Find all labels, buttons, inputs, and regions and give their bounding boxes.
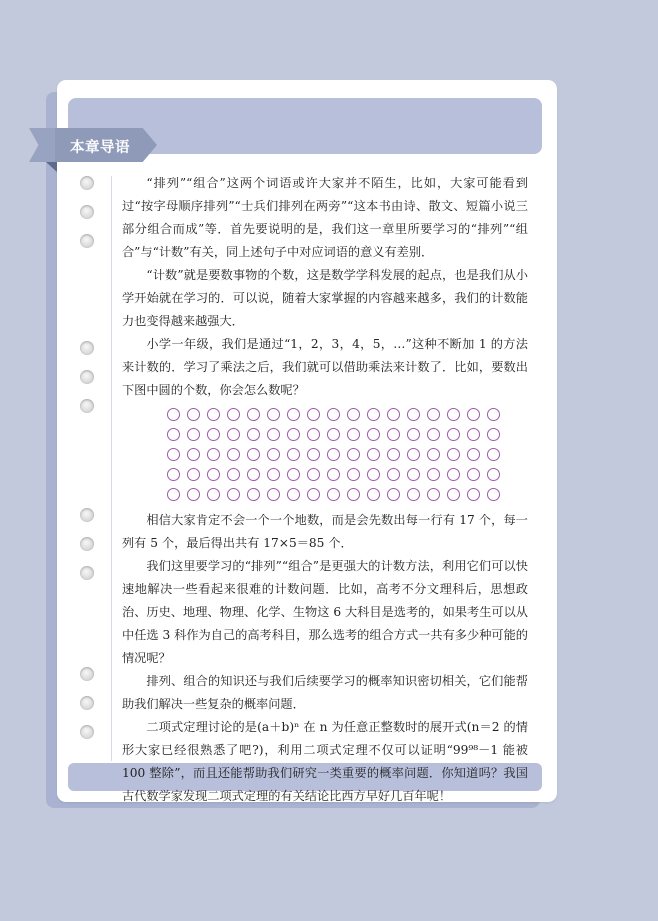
grid-circle xyxy=(207,408,220,421)
grid-circle xyxy=(187,488,200,501)
grid-circle xyxy=(487,488,500,501)
grid-circle xyxy=(247,488,260,501)
grid-circle xyxy=(187,428,200,441)
grid-circle xyxy=(387,488,400,501)
grid-circle xyxy=(267,448,280,461)
grid-circle xyxy=(327,488,340,501)
grid-circle xyxy=(387,468,400,481)
grid-circle xyxy=(447,428,460,441)
grid-circle xyxy=(447,488,460,501)
grid-circle xyxy=(327,428,340,441)
binder-hole xyxy=(80,234,94,248)
grid-circle xyxy=(407,468,420,481)
margin-line xyxy=(111,176,112,761)
ribbon-fold xyxy=(29,128,57,162)
grid-circle xyxy=(307,448,320,461)
grid-circle xyxy=(287,448,300,461)
grid-circle xyxy=(207,468,220,481)
grid-circle xyxy=(167,488,180,501)
grid-circle xyxy=(447,448,460,461)
grid-circle xyxy=(187,408,200,421)
grid-circle xyxy=(287,408,300,421)
grid-circle xyxy=(227,428,240,441)
grid-circle xyxy=(167,468,180,481)
grid-circle xyxy=(347,488,360,501)
binder-hole xyxy=(80,696,94,710)
grid-circle xyxy=(267,408,280,421)
grid-circle xyxy=(487,468,500,481)
grid-circle xyxy=(407,488,420,501)
grid-circle xyxy=(207,428,220,441)
grid-circle xyxy=(227,408,240,421)
grid-circle xyxy=(347,408,360,421)
circle-grid-figure xyxy=(164,405,504,505)
binder-hole xyxy=(80,176,94,190)
grid-circle xyxy=(367,428,380,441)
grid-circle xyxy=(467,448,480,461)
grid-circle xyxy=(247,408,260,421)
grid-circle xyxy=(347,448,360,461)
grid-circle xyxy=(427,468,440,481)
grid-circle xyxy=(327,448,340,461)
binder-hole xyxy=(80,667,94,681)
grid-circle xyxy=(347,428,360,441)
binder-hole xyxy=(80,370,94,384)
grid-circle xyxy=(487,408,500,421)
grid-circle xyxy=(227,448,240,461)
grid-circle xyxy=(167,428,180,441)
grid-circle xyxy=(267,428,280,441)
grid-circle xyxy=(407,428,420,441)
grid-circle xyxy=(327,408,340,421)
binder-hole xyxy=(80,537,94,551)
grid-circle xyxy=(367,448,380,461)
grid-circle xyxy=(387,448,400,461)
grid-circle xyxy=(307,428,320,441)
grid-circle xyxy=(467,488,480,501)
paragraph-6: 排列、组合的知识还与我们后续要学习的概率知识密切相关，它们能帮助我们解决一些复杂的概率问题． xyxy=(122,674,528,711)
grid-circle xyxy=(427,448,440,461)
paragraph-3: 小学一年级，我们是通过“1，2，3，4，5，…”这种不断加 1 的方法来计数的．学习了乘法之后，我们就可以借助乘法来计数了．比如，要数出下图中圆的个数，你会怎么数呢？ xyxy=(122,337,528,397)
grid-circle xyxy=(467,428,480,441)
grid-circle xyxy=(467,408,480,421)
grid-circle xyxy=(387,408,400,421)
grid-circle xyxy=(307,468,320,481)
binder-hole xyxy=(80,566,94,580)
grid-circle xyxy=(287,428,300,441)
grid-circle xyxy=(467,468,480,481)
grid-circle xyxy=(347,468,360,481)
grid-circle xyxy=(307,408,320,421)
binder-hole xyxy=(80,341,94,355)
grid-circle xyxy=(167,448,180,461)
paragraph-2: “计数”就是要数事物的个数，这是数学学科发展的起点，也是我们从小学开始就在学习的．可以说，随着大家掌握的内容越来越多，我们的计数能力也变得越来越强大． xyxy=(122,268,528,328)
grid-circle xyxy=(287,488,300,501)
paragraph-5: 我们这里要学习的“排列”“组合”是更强大的计数方法，利用它们可以快速地解决一些看起来很难的计数问题．比如，高考不分文理科后，思想政治、历史、地理、物理、化学、生物这 6 大科目是选考的，如果考生可以从中任选 3 科作为自己的高考科目，那么选考的组合方式一共有多少种可能的情况呢？ xyxy=(122,559,528,665)
grid-circle xyxy=(427,428,440,441)
paragraph-4: 相信大家肯定不会一个一个地数，而是会先数出每一行有 17 个，每一列有 5 个，最后得出共有 17×5＝85 个． xyxy=(122,513,528,550)
grid-circle xyxy=(267,488,280,501)
grid-circle xyxy=(327,468,340,481)
grid-circle xyxy=(387,428,400,441)
grid-circle xyxy=(487,428,500,441)
grid-circle xyxy=(187,468,200,481)
grid-circle xyxy=(287,468,300,481)
grid-circle xyxy=(427,408,440,421)
grid-circle xyxy=(247,448,260,461)
grid-circle xyxy=(367,488,380,501)
grid-circle xyxy=(247,428,260,441)
binder-hole xyxy=(80,399,94,413)
binder-hole xyxy=(80,725,94,739)
binder-hole xyxy=(80,205,94,219)
grid-circle xyxy=(207,488,220,501)
grid-circle xyxy=(227,488,240,501)
chapter-intro-text xyxy=(122,172,528,808)
grid-circle xyxy=(427,488,440,501)
grid-circle xyxy=(407,448,420,461)
grid-circle xyxy=(267,468,280,481)
grid-circle xyxy=(447,408,460,421)
paragraph-1: “排列”“组合”这两个词语或许大家并不陌生，比如，大家可能看到过“按字母顺序排列”“士兵们排列在两旁”“这本书由诗、散文、短篇小说三部分组合而成”等．首先要说明的是，我们这一章里所要学习的“排列”“组合”与“计数”有关，同上述句子中对应词语的意义有差别． xyxy=(122,176,528,259)
grid-circle xyxy=(487,448,500,461)
binder-hole xyxy=(80,508,94,522)
grid-circle xyxy=(247,468,260,481)
grid-circle xyxy=(367,468,380,481)
grid-circle xyxy=(307,488,320,501)
grid-circle xyxy=(447,468,460,481)
grid-circle xyxy=(227,468,240,481)
grid-circle xyxy=(207,448,220,461)
paragraph-7: 二项式定理讨论的是(a＋b)ⁿ 在 n 为任意正整数时的展开式(n＝2 的情形大家已经很熟悉了吧?)，利用二项式定理不仅可以证明“99⁹⁸－1 能被 100 整除”，而且还能帮助我们研究一类重要的概率问题．你知道吗？我国古代数学家发现二项式定理的有关结论比西方早好几百年呢！ xyxy=(122,720,528,803)
grid-circle xyxy=(167,408,180,421)
grid-circle xyxy=(367,408,380,421)
grid-circle xyxy=(407,408,420,421)
section-label: 本章导语 xyxy=(70,140,130,156)
grid-circle xyxy=(187,448,200,461)
